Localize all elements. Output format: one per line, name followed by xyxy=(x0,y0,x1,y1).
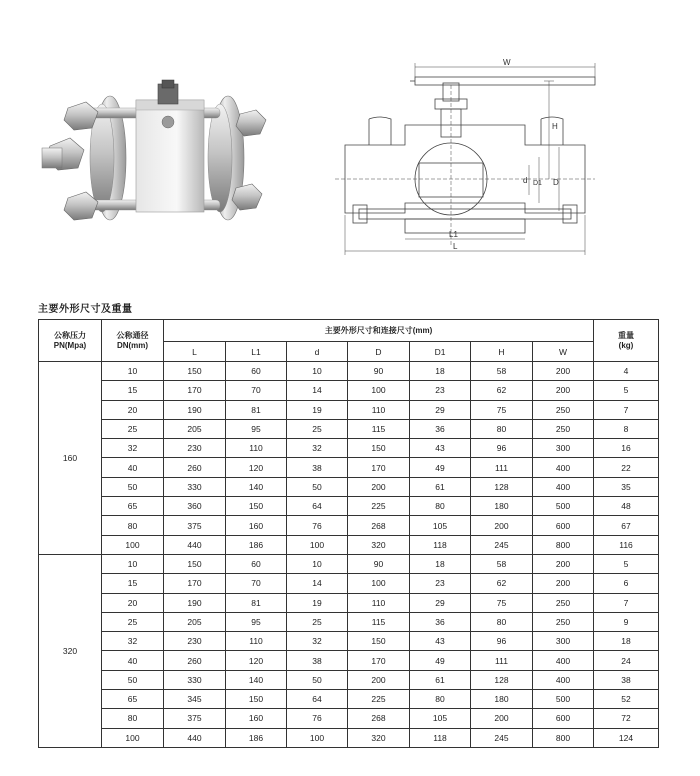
table-cell: 190 xyxy=(164,400,226,419)
table-cell: 40 xyxy=(102,651,164,670)
table-cell: 76 xyxy=(287,709,348,728)
table-cell: 50 xyxy=(287,670,348,689)
table-cell: 800 xyxy=(533,535,594,554)
table-cell: 49 xyxy=(410,651,471,670)
table-cell: 43 xyxy=(410,632,471,651)
table-cell: 300 xyxy=(533,632,594,651)
table-cell: 25 xyxy=(102,419,164,438)
table-cell: 110 xyxy=(226,439,287,458)
table-cell: 111 xyxy=(471,651,533,670)
table-row xyxy=(39,651,659,670)
table-cell: 60 xyxy=(226,554,287,573)
table-cell: 111 xyxy=(471,458,533,477)
table-cell: 81 xyxy=(226,400,287,419)
table-row xyxy=(39,458,659,477)
table-cell: 43 xyxy=(410,439,471,458)
table-cell: 38 xyxy=(287,651,348,670)
table-cell: 140 xyxy=(226,670,287,689)
table-cell: 8 xyxy=(594,419,659,438)
dim-label-d1: D1 xyxy=(533,180,542,187)
table-cell: 32 xyxy=(102,632,164,651)
table-row xyxy=(39,381,659,400)
table-cell: 75 xyxy=(471,593,533,612)
table-cell: 50 xyxy=(102,477,164,496)
table-cell: 180 xyxy=(471,497,533,516)
table-cell: 110 xyxy=(348,593,410,612)
table-cell: 128 xyxy=(471,670,533,689)
table-cell: 18 xyxy=(594,632,659,651)
table-cell: 95 xyxy=(226,419,287,438)
table-cell: 70 xyxy=(226,381,287,400)
table-cell: 200 xyxy=(533,362,594,381)
table-cell: 800 xyxy=(533,728,594,747)
table-cell: 440 xyxy=(164,535,226,554)
table-cell: 600 xyxy=(533,709,594,728)
table-cell: 150 xyxy=(348,439,410,458)
table-cell: 250 xyxy=(533,400,594,419)
table-cell: 345 xyxy=(164,690,226,709)
table-cell: 110 xyxy=(348,400,410,419)
table-cell: 500 xyxy=(533,497,594,516)
table-cell: 62 xyxy=(471,381,533,400)
table-cell: 23 xyxy=(410,381,471,400)
table-row xyxy=(39,632,659,651)
table-cell: 190 xyxy=(164,593,226,612)
table-cell: 200 xyxy=(533,574,594,593)
table-row xyxy=(39,728,659,747)
table-cell: 65 xyxy=(102,690,164,709)
table-row xyxy=(39,400,659,419)
table-cell: 150 xyxy=(164,554,226,573)
valve-photo xyxy=(40,78,270,238)
table-cell: 100 xyxy=(348,574,410,593)
table-cell: 320 xyxy=(348,535,410,554)
table-cell: 64 xyxy=(287,690,348,709)
table-cell: 75 xyxy=(471,400,533,419)
table-cell: 120 xyxy=(226,651,287,670)
table-cell: 96 xyxy=(471,439,533,458)
table-cell: 600 xyxy=(533,516,594,535)
table-cell: 375 xyxy=(164,516,226,535)
header-pn: 公称压力 PN(Mpa) xyxy=(39,320,102,362)
table-cell: 170 xyxy=(348,458,410,477)
table-cell: 80 xyxy=(410,497,471,516)
table-cell: 14 xyxy=(287,574,348,593)
table-cell: 186 xyxy=(226,728,287,747)
table-cell: 400 xyxy=(533,651,594,670)
table-cell: 205 xyxy=(164,612,226,631)
table-cell: 115 xyxy=(348,419,410,438)
table-row xyxy=(39,362,659,381)
table-row xyxy=(39,612,659,631)
table-cell: 19 xyxy=(287,400,348,419)
header-weight: 重量 (kg) xyxy=(594,320,659,362)
table-cell: 60 xyxy=(226,362,287,381)
table-cell: 81 xyxy=(226,593,287,612)
section-title: 主要外形尺寸及重量 xyxy=(38,304,133,315)
table-cell: 52 xyxy=(594,690,659,709)
table-cell: 200 xyxy=(471,709,533,728)
header-h: H xyxy=(471,342,533,362)
dim-label-l1: L1 xyxy=(449,230,458,239)
table-cell: 6 xyxy=(594,574,659,593)
table-cell: 80 xyxy=(102,516,164,535)
table-cell: 80 xyxy=(410,690,471,709)
table-row xyxy=(39,554,659,573)
dim-label-w: W xyxy=(503,58,511,67)
table-cell: 25 xyxy=(287,612,348,631)
table-cell: 150 xyxy=(348,632,410,651)
table-cell: 36 xyxy=(410,612,471,631)
table-row xyxy=(39,690,659,709)
table-cell: 115 xyxy=(348,612,410,631)
table-cell: 225 xyxy=(348,690,410,709)
header-d1: D1 xyxy=(410,342,471,362)
table-cell: 62 xyxy=(471,574,533,593)
table-cell: 170 xyxy=(164,381,226,400)
header-d: D xyxy=(348,342,410,362)
header-dims: 主要外形尺寸和连接尺寸(mm) xyxy=(164,320,594,342)
dimensions-table xyxy=(38,319,659,748)
table-cell: 170 xyxy=(348,651,410,670)
table-cell: 400 xyxy=(533,477,594,496)
table-cell: 268 xyxy=(348,709,410,728)
table-cell: 10 xyxy=(287,362,348,381)
table-cell: 50 xyxy=(287,477,348,496)
table-row xyxy=(39,419,659,438)
table-cell: 70 xyxy=(226,574,287,593)
header-w: W xyxy=(533,342,594,362)
table-cell: 32 xyxy=(287,439,348,458)
table-cell: 14 xyxy=(287,381,348,400)
table-cell: 120 xyxy=(226,458,287,477)
table-cell: 76 xyxy=(287,516,348,535)
table-cell: 67 xyxy=(594,516,659,535)
table-cell: 65 xyxy=(102,497,164,516)
table-cell: 100 xyxy=(287,535,348,554)
table-cell: 225 xyxy=(348,497,410,516)
table-cell: 186 xyxy=(226,535,287,554)
table-cell: 9 xyxy=(594,612,659,631)
table-cell: 18 xyxy=(410,554,471,573)
table-cell: 170 xyxy=(164,574,226,593)
table-cell: 15 xyxy=(102,381,164,400)
table-cell: 268 xyxy=(348,516,410,535)
table-cell: 105 xyxy=(410,709,471,728)
table-cell: 100 xyxy=(102,728,164,747)
table-row xyxy=(39,516,659,535)
table-row xyxy=(39,670,659,689)
table-cell: 72 xyxy=(594,709,659,728)
table-cell: 38 xyxy=(287,458,348,477)
table-cell: 61 xyxy=(410,670,471,689)
table-cell: 64 xyxy=(287,497,348,516)
table-cell: 40 xyxy=(102,458,164,477)
table-cell: 20 xyxy=(102,400,164,419)
table-cell: 95 xyxy=(226,612,287,631)
header-l1: L1 xyxy=(226,342,287,362)
table-cell: 375 xyxy=(164,709,226,728)
table-cell: 400 xyxy=(533,458,594,477)
table-cell: 100 xyxy=(287,728,348,747)
table-row xyxy=(39,497,659,516)
table-cell: 200 xyxy=(533,381,594,400)
table-cell: 80 xyxy=(471,419,533,438)
table-cell: 58 xyxy=(471,554,533,573)
table-cell: 5 xyxy=(594,554,659,573)
table-cell: 100 xyxy=(348,381,410,400)
table-cell: 110 xyxy=(226,632,287,651)
table-cell: 330 xyxy=(164,670,226,689)
table-cell: 50 xyxy=(102,670,164,689)
table-cell: 160 xyxy=(226,709,287,728)
table-cell: 300 xyxy=(533,439,594,458)
table-row xyxy=(39,574,659,593)
table-cell: 48 xyxy=(594,497,659,516)
table-cell: 22 xyxy=(594,458,659,477)
table-cell: 16 xyxy=(594,439,659,458)
table-cell: 150 xyxy=(164,362,226,381)
table-cell: 36 xyxy=(410,419,471,438)
table-cell: 90 xyxy=(348,362,410,381)
header-l: L xyxy=(164,342,226,362)
table-row xyxy=(39,593,659,612)
table-cell: 118 xyxy=(410,535,471,554)
table-cell: 58 xyxy=(471,362,533,381)
table-cell: 4 xyxy=(594,362,659,381)
header-dn: 公称通径 DN(mm) xyxy=(102,320,164,362)
table-cell: 260 xyxy=(164,651,226,670)
valve-section-drawing xyxy=(335,55,615,265)
dim-label-D: D xyxy=(553,178,559,187)
dim-label-l: L xyxy=(453,242,458,251)
table-cell: 160 xyxy=(226,516,287,535)
table-cell: 5 xyxy=(594,381,659,400)
table-cell: 38 xyxy=(594,670,659,689)
table-cell: 100 xyxy=(102,535,164,554)
table-cell: 7 xyxy=(594,400,659,419)
table-row xyxy=(39,477,659,496)
table-cell: 140 xyxy=(226,477,287,496)
table-cell: 250 xyxy=(533,419,594,438)
pressure-cell: 320 xyxy=(39,554,102,747)
table-cell: 90 xyxy=(348,554,410,573)
table-cell: 245 xyxy=(471,728,533,747)
table-cell: 500 xyxy=(533,690,594,709)
table-row xyxy=(39,709,659,728)
table-cell: 15 xyxy=(102,574,164,593)
dim-label-d: d xyxy=(523,176,528,185)
table-cell: 200 xyxy=(348,477,410,496)
table-cell: 20 xyxy=(102,593,164,612)
table-cell: 7 xyxy=(594,593,659,612)
table-cell: 200 xyxy=(471,516,533,535)
table-cell: 80 xyxy=(471,612,533,631)
table-cell: 24 xyxy=(594,651,659,670)
table-cell: 250 xyxy=(533,612,594,631)
table-cell: 245 xyxy=(471,535,533,554)
table-row xyxy=(39,535,659,554)
table-cell: 200 xyxy=(348,670,410,689)
table-cell: 10 xyxy=(287,554,348,573)
table-cell: 23 xyxy=(410,574,471,593)
table-cell: 61 xyxy=(410,477,471,496)
table-cell: 19 xyxy=(287,593,348,612)
table-cell: 128 xyxy=(471,477,533,496)
table-cell: 320 xyxy=(348,728,410,747)
table-cell: 150 xyxy=(226,497,287,516)
table-cell: 260 xyxy=(164,458,226,477)
table-cell: 32 xyxy=(287,632,348,651)
table-cell: 400 xyxy=(533,670,594,689)
table-cell: 118 xyxy=(410,728,471,747)
table-cell: 360 xyxy=(164,497,226,516)
table-cell: 29 xyxy=(410,400,471,419)
table-cell: 32 xyxy=(102,439,164,458)
table-cell: 250 xyxy=(533,593,594,612)
table-cell: 440 xyxy=(164,728,226,747)
table-cell: 124 xyxy=(594,728,659,747)
dim-label-h: H xyxy=(552,122,558,131)
table-cell: 330 xyxy=(164,477,226,496)
table-cell: 200 xyxy=(533,554,594,573)
table-cell: 96 xyxy=(471,632,533,651)
table-cell: 180 xyxy=(471,690,533,709)
table-cell: 230 xyxy=(164,439,226,458)
table-cell: 10 xyxy=(102,554,164,573)
table-cell: 10 xyxy=(102,362,164,381)
table-cell: 150 xyxy=(226,690,287,709)
pressure-cell: 160 xyxy=(39,362,102,555)
table-cell: 49 xyxy=(410,458,471,477)
table-cell: 205 xyxy=(164,419,226,438)
table-cell: 29 xyxy=(410,593,471,612)
table-cell: 105 xyxy=(410,516,471,535)
table-cell: 116 xyxy=(594,535,659,554)
table-cell: 18 xyxy=(410,362,471,381)
table-cell: 25 xyxy=(102,612,164,631)
table-cell: 230 xyxy=(164,632,226,651)
table-cell: 25 xyxy=(287,419,348,438)
header-d: d xyxy=(287,342,348,362)
table-cell: 35 xyxy=(594,477,659,496)
table-row xyxy=(39,439,659,458)
table-cell: 80 xyxy=(102,709,164,728)
